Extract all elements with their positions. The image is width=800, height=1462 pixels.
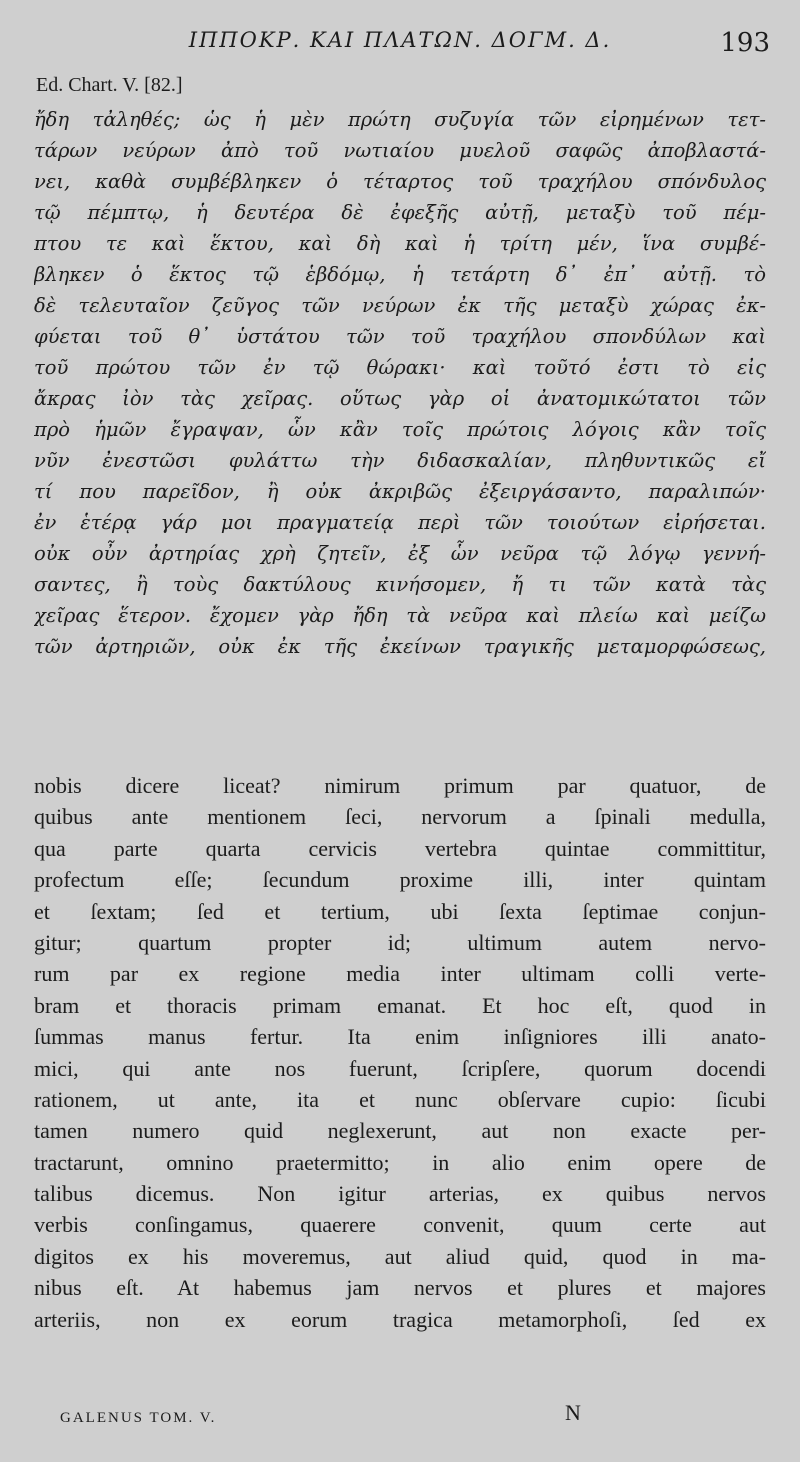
latin-line: rationem, ut ante, ita et nunc obſervare cupio: ſicubi (34, 1086, 766, 1112)
greek-line: ἐν ἑτέρᾳ γάρ μοι πραγματείᾳ περὶ τῶν τοιούτων εἰρήσεται. (34, 511, 766, 534)
greek-line: φύεται τοῦ θ᾽ ὑστάτου τῶν τοῦ τραχήλου σπονδύλων καὶ (34, 325, 766, 348)
latin-line: quibus ante mentionem ſeci, nervorum a ſpinali medulla, (34, 804, 766, 830)
greek-line: βληκεν ὁ ἕκτος τῷ ἑβδόμῳ, ἡ τετάρτη δ᾽ ἐπ᾽ αὐτῇ. τὸ (34, 263, 766, 286)
latin-line: gitur; quartum propter id; ultimum autem nervo- (34, 929, 766, 955)
latin-line: profectum eſſe; ſecundum proxime illi, inter quintam (34, 867, 766, 893)
greek-line: οὐκ οὖν ἀρτηρίας χρὴ ζητεῖν, ἐξ ὧν νεῦρα τῷ λόγῳ γεννή- (34, 542, 766, 565)
greek-line: τάρων νεύρων ἀπὸ τοῦ νωτιαίου μυελοῦ σαφῶς ἀποβλαστά- (34, 139, 766, 162)
latin-line: talibus dicemus. Non igitur arterias, ex quibus nervos (34, 1181, 766, 1207)
greek-line: σαντες, ἢ τοὺς δακτύλους κινήσομεν, ἤ τι τῶν κατὰ τὰς (34, 573, 766, 596)
gathering-mark: N (565, 1400, 581, 1425)
latin-line: ſummas manus fertur. Ita enim inſigniores illi anato- (34, 1024, 766, 1050)
greek-text-block (34, 104, 766, 662)
latin-line: qua parte quarta cervicis vertebra quintae committitur, (34, 835, 766, 861)
greek-line: τῷ πέμπτῳ, ἡ δευτέρα δὲ ἐφεξῆς αὐτῇ, μεταξὺ τοῦ πέμ- (34, 201, 766, 224)
latin-line: rum par ex regione media inter ultimam colli verte- (34, 961, 766, 987)
greek-line: ἤδη τἀληθές; ὡς ἡ μὲν πρώτη συζυγία τῶν εἰρημένων τετ- (34, 108, 766, 131)
latin-line: mici, qui ante nos fuerunt, ſcripſere, quorum docendi (34, 1055, 766, 1081)
greek-line: χεῖρας ἕτερον. ἔχομεν γὰρ ἤδη τὰ νεῦρα καὶ πλείω καὶ μείζω (34, 604, 766, 627)
latin-line: et ſextam; ſed et tertium, ubi ſexta ſeptimae conjun- (34, 898, 766, 924)
greek-line: δὲ τελευταῖον ζεῦγος τῶν νεύρων ἐκ τῆς μεταξὺ χώρας ἐκ- (34, 294, 766, 317)
greek-line: πτου τε καὶ ἕκτου, καὶ δὴ καὶ ἡ τρίτη μέν, ἵνα συμβέ- (34, 232, 766, 255)
greek-line: τί που παρεῖδον, ἢ οὐκ ἀκριβῶς ἐξειργάσαντο, παραλιπών· (34, 480, 766, 503)
signature-mark: GALENUS TOM. V. (60, 1410, 217, 1426)
greek-line: νει, καθὰ συμβέβληκεν ὁ τέταρτος τοῦ τραχήλου σπόνδυλος (34, 170, 766, 193)
greek-line: νῦν ἐνεστῶσι φυλάττω τὴν διδασκαλίαν, πληθυντικῶς εἴ (34, 449, 766, 472)
greek-line: ἄκρας ἰὸν τὰς χεῖρας. οὕτως γὰρ οἱ ἀνατομικώτατοι τῶν (34, 387, 766, 410)
page-number: 193 (720, 28, 770, 58)
latin-line: nibus eſt. At habemus jam nervos et plures et majores (34, 1275, 766, 1301)
latin-line: arteriis, non ex eorum tragica metamorphoſi, ſed ex (34, 1306, 766, 1332)
greek-line: τοῦ πρώτου τῶν ἐν τῷ θώρακι· καὶ τοῦτό ἐστι τὸ εἰς (34, 356, 766, 379)
latin-text-block (34, 770, 766, 1335)
latin-line: tamen numero quid neglexerunt, aut non exacte per- (34, 1118, 766, 1144)
greek-line: πρὸ ἡμῶν ἔγραψαν, ὧν κἂν τοῖς πρώτοις λόγοις κἂν τοῖς (34, 418, 766, 441)
greek-line: τῶν ἀρτηριῶν, οὐκ ἐκ τῆς ἐκείνων τραγικῆς μεταμορφώσεως, (34, 635, 766, 658)
latin-line: bram et thoracis primam emanat. Et hoc eſt, quod in (34, 992, 766, 1018)
running-head: ΙΠΠΟΚΡ. ΚΑΙ ΠΛΑΤΩΝ. ΔΟΓΜ. Δ. (188, 28, 612, 52)
latin-line: nobis dicere liceat? nimirum primum par quatuor, de (34, 773, 766, 798)
latin-line: verbis conſingamus, quaerere convenit, quum certe aut (34, 1212, 766, 1238)
latin-line: tractarunt, omnino praetermitto; in alio enim opere de (34, 1149, 766, 1175)
latin-line: digitos ex his moveremus, aut aliud quid, quod in ma- (34, 1243, 766, 1269)
edition-reference: Ed. Chart. V. [82.] (36, 74, 183, 96)
